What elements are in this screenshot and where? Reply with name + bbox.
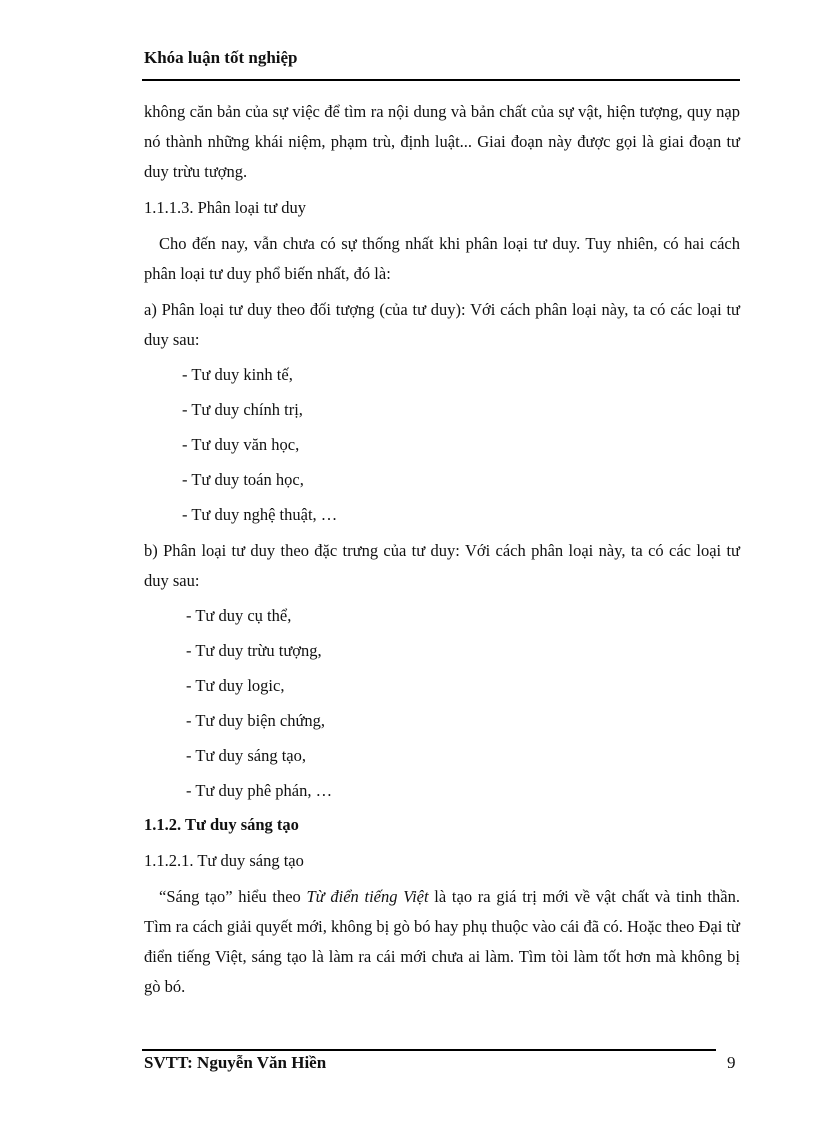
footer-student-name: SVTT: Nguyễn Văn Hiền xyxy=(144,1053,327,1072)
header-divider xyxy=(142,79,740,81)
section-1-1-2-heading: 1.1.2. Tư duy sáng tạo xyxy=(144,815,299,834)
subsection-1-1-2-1-title: 1.1.2.1. Tư duy sáng tạo xyxy=(144,851,304,870)
list-item: - Tư duy cụ thể, xyxy=(186,606,292,625)
paragraph-continuation: không căn bản của sự việc để tìm ra nội dung và bản chất của sự vật, hiện tượng, quy nạp nó thành những khái niệm, phạm trù, định luật... Giai đoạn này được gọi là giai đoạn tư duy trừu tượng. xyxy=(144,102,740,181)
definition-text-rest: là tạo ra giá trị mới về vật chất và tinh thần. Tìm ra cách giải quyết mới, không bị gò bó hay phụ thuộc vào cái đã có. Hoặc theo Đại từ điển tiếng Việt, sáng tạo là làm ra cái mới chưa ai làm. Tìm tòi làm tốt hơn mà không bị gò bó. xyxy=(144,887,741,996)
paragraph-classification-a: a) Phân loại tư duy theo đối tượng (của tư duy): Với cách phân loại này, ta có các loại tư duy sau: xyxy=(144,300,740,349)
list-by-characteristic xyxy=(144,596,740,806)
paragraph-creativity-definition xyxy=(144,882,740,1002)
paragraph-classification-intro: Cho đến nay, vẫn chưa có sự thống nhất khi phân loại tư duy. Tuy nhiên, có hai cách phân loại tư duy phổ biến nhất, đó là: xyxy=(144,234,740,283)
list-item: - Tư duy trừu tượng, xyxy=(186,641,322,660)
footer-divider xyxy=(142,1049,716,1051)
page-body xyxy=(144,97,740,1002)
running-header-title: Khóa luận tốt nghiệp xyxy=(144,48,298,67)
list-by-object xyxy=(144,355,740,530)
paragraph-classification-b: b) Phân loại tư duy theo đặc trưng của tư duy: Với cách phân loại này, ta có các loại tư duy sau: xyxy=(144,541,740,590)
list-item: - Tư duy toán học, xyxy=(182,470,304,489)
list-item: - Tư duy logic, xyxy=(186,676,285,695)
list-item: - Tư duy biện chứng, xyxy=(186,711,326,730)
definition-text-start: “Sáng tạo” hiểu theo xyxy=(159,887,307,906)
list-item: - Tư duy nghệ thuật, … xyxy=(182,505,338,524)
list-item: - Tư duy sáng tạo, xyxy=(186,746,306,765)
page-number: 9 xyxy=(727,1053,736,1072)
list-item: - Tư duy văn học, xyxy=(182,435,300,454)
dictionary-title: Từ điển tiếng Việt xyxy=(306,887,429,906)
subsection-1-1-1-3-title: 1.1.1.3. Phân loại tư duy xyxy=(144,198,307,217)
list-item: - Tư duy kinh tế, xyxy=(182,365,293,384)
list-item: - Tư duy chính trị, xyxy=(182,400,303,419)
list-item: - Tư duy phê phán, … xyxy=(186,781,333,800)
